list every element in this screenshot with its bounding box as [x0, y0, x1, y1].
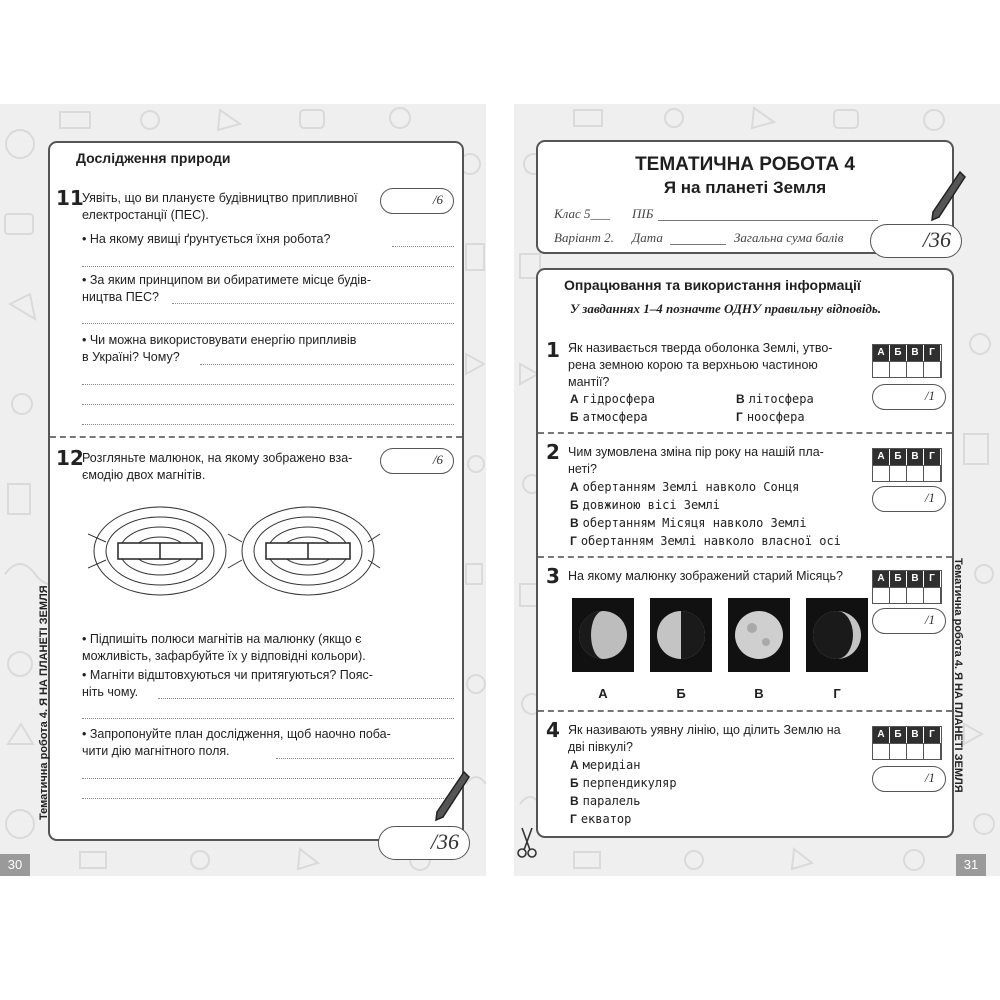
- answer-cell-a[interactable]: [873, 465, 890, 481]
- q11-bullet-2-line1: • За яким принципом ви обиратимете місце буді: [82, 273, 361, 287]
- answer-cell-b[interactable]: [890, 587, 907, 603]
- right-page: [514, 104, 1000, 876]
- q11-bullet-3: [82, 332, 454, 366]
- q2-option-a[interactable]: [570, 480, 799, 494]
- option-letter: В: [736, 392, 745, 406]
- answer-line[interactable]: [276, 758, 454, 759]
- grid-letter-v: В: [907, 571, 924, 587]
- answer-line[interactable]: [82, 266, 454, 267]
- grid-letter-g: Г: [924, 727, 941, 743]
- q1-option-a[interactable]: [570, 392, 655, 406]
- q12-bullet-2-line2: ніть чому.: [82, 685, 139, 699]
- q1-answer-grid[interactable]: [872, 344, 942, 378]
- section-title: Дослідження природи: [76, 150, 231, 166]
- grid-letter-g: Г: [924, 345, 941, 361]
- q11-bullet-2-line1b: в-: [360, 273, 371, 287]
- q11-bullet-3-line2: в Україні? Чому?: [82, 350, 180, 364]
- q12-score-box[interactable]: /6: [380, 448, 454, 474]
- grid-letter-b: Б: [890, 345, 907, 361]
- answer-line[interactable]: [82, 778, 454, 779]
- answer-cell-v[interactable]: [907, 743, 924, 759]
- q12-intro: [82, 450, 382, 484]
- q1-text-1: Як називається тверда оболонка Землі, утво-: [568, 341, 833, 355]
- q11-bullet-3-line1: • Чи можна використовувати енергію припливів: [82, 333, 357, 347]
- option-letter: Б: [570, 498, 579, 512]
- grid-letter-a: А: [873, 449, 890, 465]
- moon-image-b[interactable]: [650, 598, 712, 672]
- q2-answer-grid[interactable]: [872, 448, 942, 482]
- grid-letter-a: А: [873, 345, 890, 361]
- grid-letter-g: Г: [924, 571, 941, 587]
- section-title: Опрацювання та використання інформації: [564, 277, 861, 293]
- q4-text-1: Як називають уявну лінію, що ділить Землю на: [568, 723, 841, 737]
- q11-intro-1b: ної: [340, 191, 358, 205]
- q2-score-box[interactable]: /1: [872, 486, 946, 512]
- grid-letter-b: Б: [890, 571, 907, 587]
- question-number-4: 4: [546, 718, 560, 742]
- grid-letter-v: В: [907, 345, 924, 361]
- option-text: атмосфера: [582, 410, 648, 424]
- moon-label-v: В: [754, 686, 764, 701]
- q11-bullet-2: [82, 272, 454, 306]
- option-letter: Г: [570, 812, 577, 826]
- grid-letter-g: Г: [924, 449, 941, 465]
- moon-phase-b: [650, 598, 712, 672]
- grid-letter-v: В: [907, 449, 924, 465]
- magnets-diagram: [88, 496, 398, 606]
- grid-letter-v: В: [907, 727, 924, 743]
- option-text: літосфера: [748, 392, 814, 406]
- q1-option-g[interactable]: [736, 410, 805, 424]
- grid-letter-a: А: [873, 571, 890, 587]
- option-letter: Б: [570, 776, 579, 790]
- grid-letter-b: Б: [890, 449, 907, 465]
- answer-cell-a[interactable]: [873, 361, 890, 377]
- answer-line[interactable]: [82, 384, 454, 385]
- q2-text-2: неті?: [568, 462, 597, 476]
- q4-option-a[interactable]: [570, 758, 640, 772]
- q2-option-g[interactable]: [570, 534, 841, 548]
- q4-option-g[interactable]: [570, 812, 631, 826]
- question-number-1: 1: [546, 338, 560, 362]
- moon-label-b: Б: [676, 686, 686, 701]
- q1-option-b[interactable]: [570, 410, 648, 424]
- answer-cell-g[interactable]: [924, 743, 941, 759]
- answer-line[interactable]: [200, 364, 454, 365]
- option-letter: В: [570, 794, 579, 808]
- answer-line[interactable]: [172, 303, 454, 304]
- variant-label: Варіант 2.: [554, 230, 614, 245]
- option-letter: А: [570, 392, 579, 406]
- answer-cell-v[interactable]: [907, 361, 924, 377]
- moon-label-g: Г: [833, 686, 841, 701]
- q12-bullet-3: [82, 726, 454, 760]
- answer-line[interactable]: [82, 323, 454, 324]
- answer-line[interactable]: [392, 246, 454, 247]
- option-letter: Г: [570, 534, 577, 548]
- q3-score-box[interactable]: /1: [872, 608, 946, 634]
- grid-letter-b: Б: [890, 727, 907, 743]
- q4-option-v[interactable]: [570, 794, 640, 808]
- option-text: обертанням Землі навколо Сонця: [582, 480, 800, 494]
- class-label: Клас 5___: [554, 206, 610, 221]
- q12-intro-2: ємодію двох магнітів.: [82, 468, 206, 482]
- moon-phase-a: [572, 598, 634, 672]
- answer-line[interactable]: [82, 424, 454, 425]
- answer-cell-a[interactable]: [873, 743, 890, 759]
- q12-bullet-2-line1b: с-: [362, 668, 373, 682]
- q1-option-v[interactable]: [736, 392, 814, 406]
- option-letter: Б: [570, 410, 579, 424]
- name-label: ПІБ: [632, 206, 654, 221]
- header-total-score[interactable]: /36: [870, 224, 962, 258]
- total-label: Загальна сума балів: [734, 230, 844, 245]
- q12-bullet-3-line2: чити дію магнітного поля.: [82, 744, 230, 758]
- q11-intro-1: Уявіть, що ви плануєте будівництво приплив: [82, 191, 341, 205]
- scissors-icon: [516, 826, 538, 860]
- page-number-right: 31: [956, 854, 986, 876]
- instruction: У завданнях 1–4 позначте ОДНУ правильну відповідь.: [570, 301, 882, 316]
- answer-line[interactable]: [82, 798, 454, 799]
- work-title: ТЕМАТИЧНА РОБОТА 4: [635, 154, 855, 175]
- option-letter: В: [570, 516, 579, 530]
- option-text: гідросфера: [582, 392, 655, 406]
- name-field[interactable]: [658, 220, 878, 221]
- q1-text: [568, 340, 868, 391]
- q4-text: [568, 722, 878, 756]
- date-field[interactable]: [670, 244, 726, 245]
- option-text: обертанням Землі навколо власної осі: [580, 534, 841, 548]
- cut-line: [50, 436, 462, 438]
- moon-phase-v: [728, 598, 790, 672]
- q12-bullet-2: [82, 667, 454, 701]
- answer-cell-b[interactable]: [890, 361, 907, 377]
- q4-score-box[interactable]: /1: [872, 766, 946, 792]
- left-page: [0, 104, 486, 876]
- answer-cell-a[interactable]: [873, 587, 890, 603]
- left-side-label: Тематична робота 4. Я НА ПЛАНЕТІ ЗЕМЛЯ: [38, 585, 50, 820]
- q11-score-box[interactable]: /6: [380, 188, 454, 214]
- option-letter: А: [570, 480, 579, 494]
- q2-option-v[interactable]: [570, 516, 807, 530]
- question-number-2: 2: [546, 440, 560, 464]
- moon-label-a: А: [598, 686, 608, 701]
- option-letter: Г: [736, 410, 743, 424]
- q1-text-3: мантії?: [568, 375, 610, 389]
- q11-bullet-2-line2: ництва ПЕС?: [82, 290, 159, 304]
- answer-cell-v[interactable]: [907, 587, 924, 603]
- date-label: Дата: [632, 230, 663, 245]
- q1-score-box[interactable]: /1: [872, 384, 946, 410]
- q4-option-b[interactable]: [570, 776, 677, 790]
- answer-line[interactable]: [158, 698, 454, 699]
- grid-letter-a: А: [873, 727, 890, 743]
- q4-answer-grid[interactable]: [872, 726, 942, 760]
- option-text: обертанням Місяця навколо Землі: [582, 516, 807, 530]
- cut-line: [538, 710, 952, 712]
- cut-line: [538, 432, 952, 434]
- q11-intro: [82, 190, 382, 224]
- q1-text-2: рена земною корою та верхньою частиною: [568, 358, 818, 372]
- moon-phase-g: [806, 598, 868, 672]
- answer-cell-v[interactable]: [907, 465, 924, 481]
- q2-text-1: Чим зумовлена зміна пір року на нашій пла-: [568, 445, 824, 459]
- q12-bullet-3-line1: • Запропонуйте план дослідження, щоб наочно поба-: [82, 727, 391, 741]
- answer-line[interactable]: [82, 718, 454, 719]
- pencil-icon: [430, 770, 470, 826]
- right-side-label: Тематична робота 4. Я НА ПЛАНЕТІ ЗЕМЛЯ: [952, 558, 964, 793]
- option-text: ноосфера: [746, 410, 805, 424]
- answer-cell-b[interactable]: [890, 743, 907, 759]
- option-letter: А: [570, 758, 579, 772]
- option-text: довжиною вісі Землі: [582, 498, 720, 512]
- q12-bullet-2-line1: • Магніти відштовхуються чи притягуються? Поя: [82, 668, 363, 682]
- option-text: перпендикуляр: [582, 776, 677, 790]
- q3-answer-grid[interactable]: [872, 570, 942, 604]
- moon-image-g[interactable]: [806, 598, 868, 672]
- option-text: екватор: [580, 812, 632, 826]
- q12-bullet-1-line1: • Підпишіть полюси магнітів на малюнку (якщо є: [82, 632, 362, 646]
- q12-intro-1: Розгляньте малюнок, на якому зображено вза-: [82, 451, 353, 465]
- q11-intro-2: електростанції (ПЕС).: [82, 208, 209, 222]
- question-number-12: 12: [56, 446, 84, 470]
- q2-text: [568, 444, 868, 478]
- left-total-score[interactable]: /36: [378, 826, 470, 860]
- q4-text-2: дві півкулі?: [568, 740, 633, 754]
- moon-image-v[interactable]: [728, 598, 790, 672]
- q12-bullet-1: [82, 631, 454, 665]
- answer-cell-b[interactable]: [890, 465, 907, 481]
- moon-image-a[interactable]: [572, 598, 634, 672]
- question-number-11: 11: [56, 186, 84, 210]
- answer-cell-g[interactable]: [924, 361, 941, 377]
- question-number-3: 3: [546, 564, 560, 588]
- q3-text-1: На якому малюнку зображений старий Місяць?: [568, 569, 843, 583]
- q12-bullet-1-line2: можливість, зафарбуйте їх у відповідні кольори).: [82, 649, 366, 663]
- answer-cell-g[interactable]: [924, 465, 941, 481]
- answer-cell-g[interactable]: [924, 587, 941, 603]
- page-number-left: 30: [0, 854, 30, 876]
- q11-bullet-1: • На якому явищі ґрунтується їхня робота?: [82, 232, 331, 246]
- cut-line: [538, 556, 952, 558]
- work-subtitle: Я на планеті Земля: [663, 178, 827, 197]
- pencil-icon: [926, 170, 966, 226]
- answer-line[interactable]: [82, 404, 454, 405]
- q2-option-b[interactable]: [570, 498, 720, 512]
- option-text: паралель: [582, 794, 641, 808]
- option-text: меридіан: [582, 758, 641, 772]
